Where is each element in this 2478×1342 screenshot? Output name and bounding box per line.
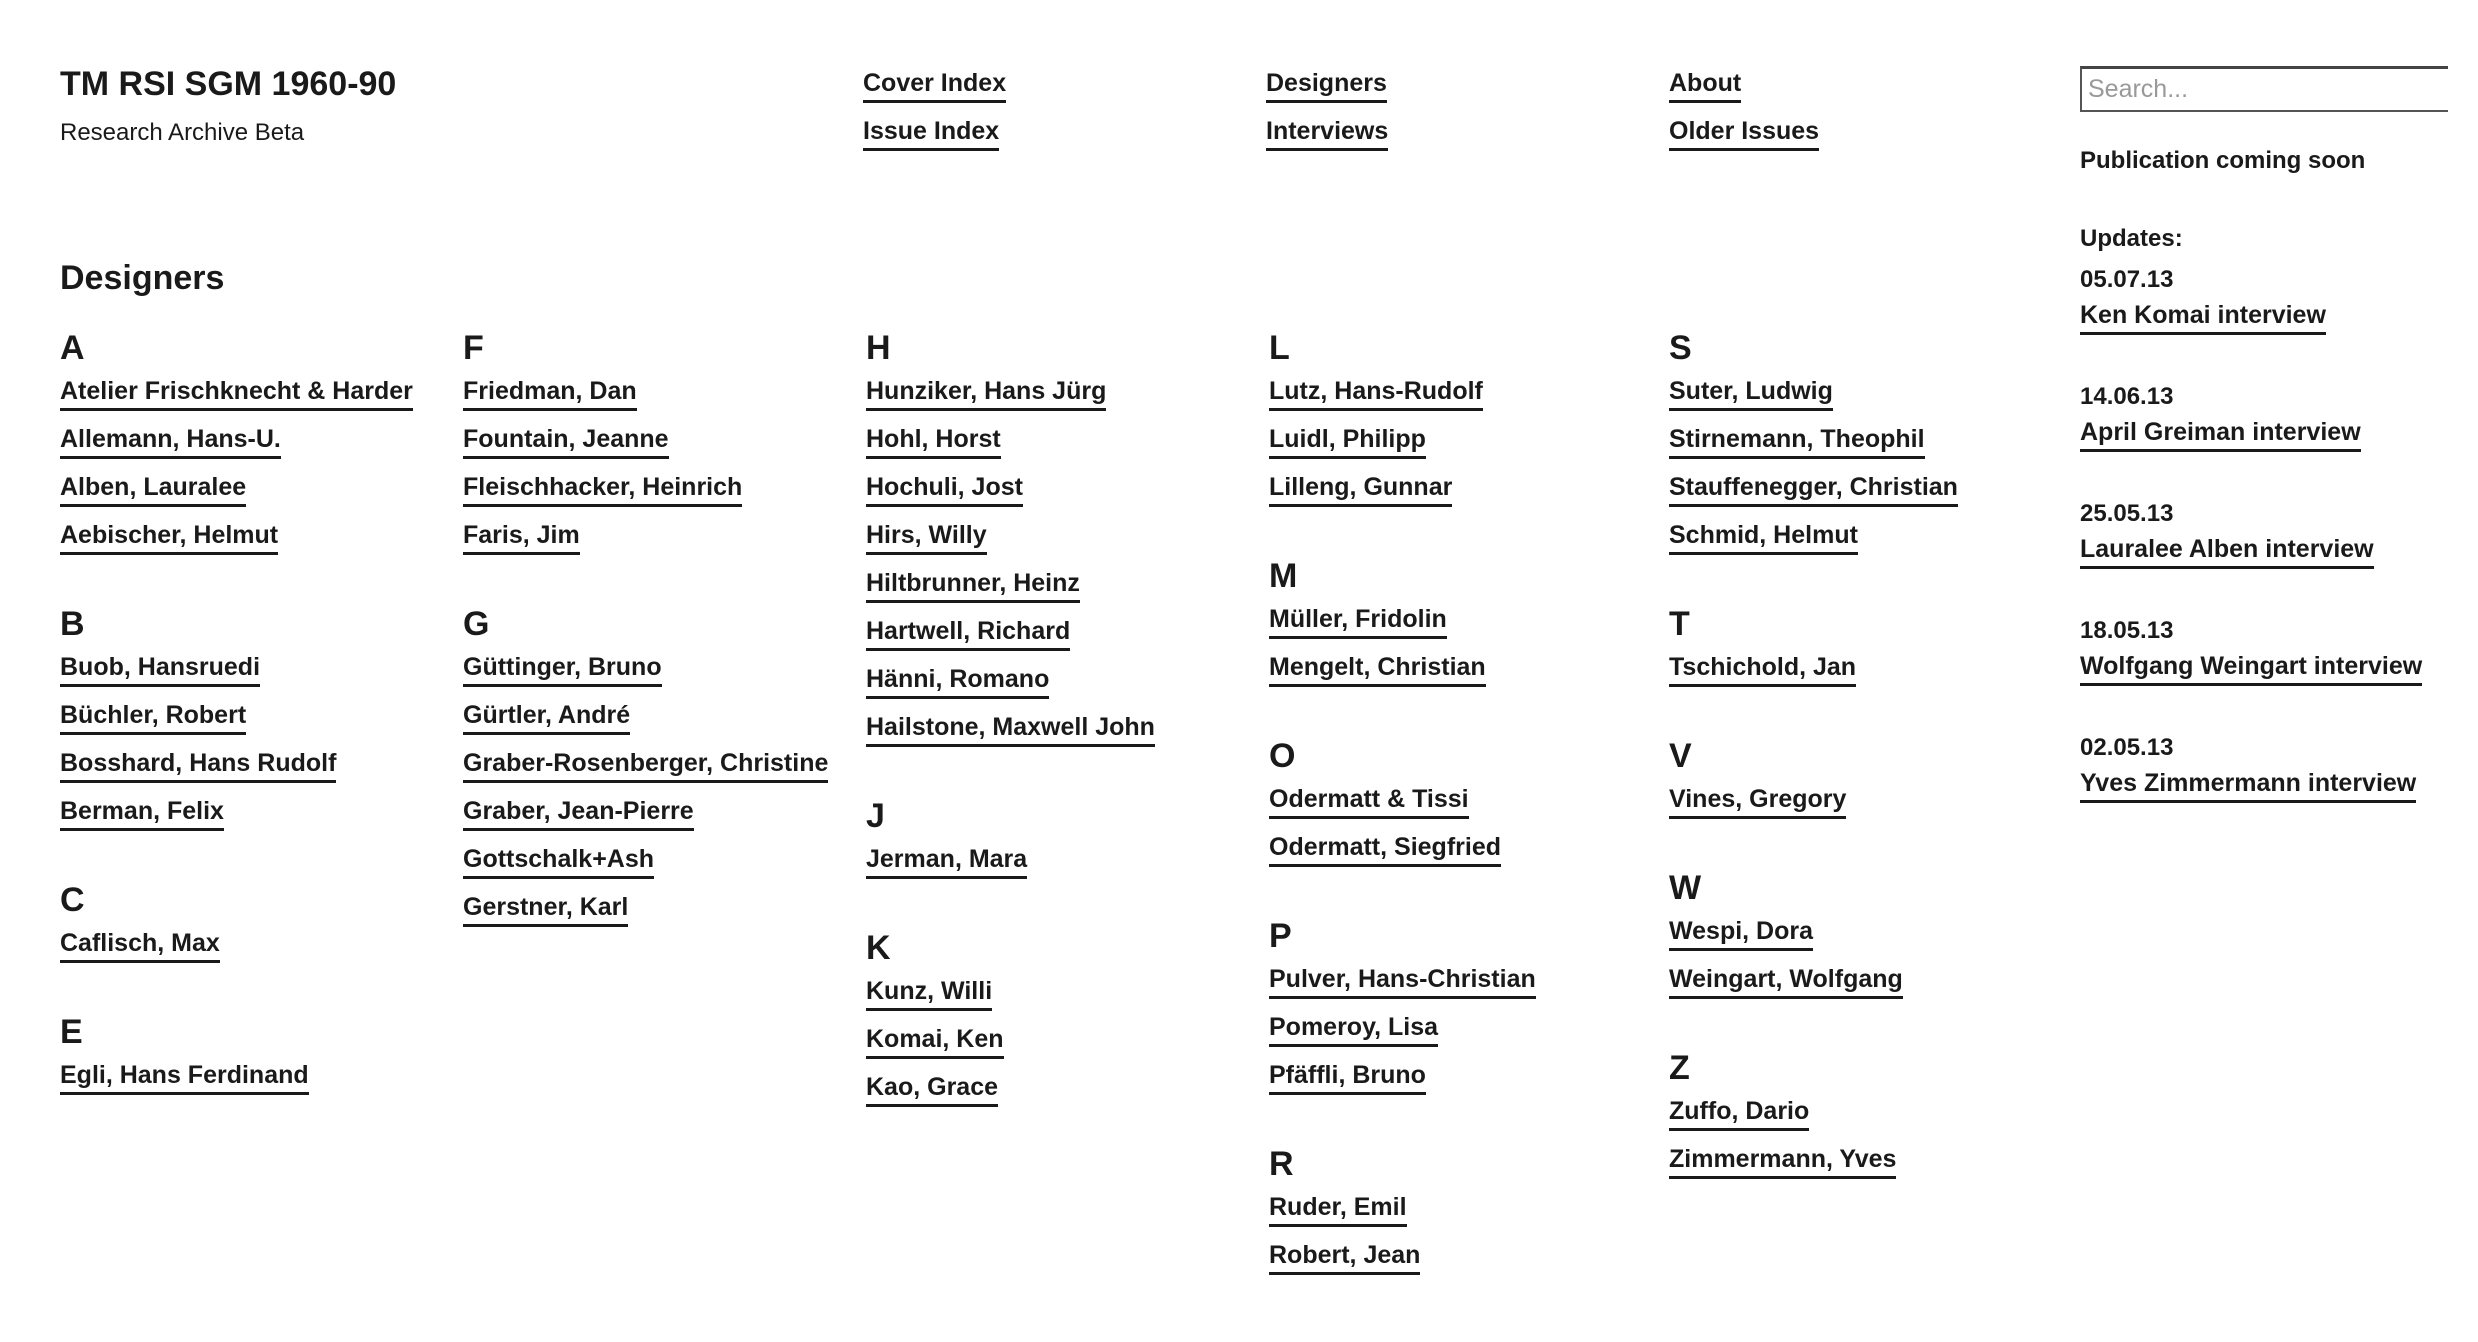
letter-heading: R: [1269, 1145, 1294, 1183]
list-item: [60, 472, 450, 520]
letter-heading: M: [1269, 557, 1298, 595]
designer-link[interactable]: Müller, Fridolin: [1269, 604, 1447, 639]
list-item: [1669, 964, 2059, 1012]
update-item: [2080, 265, 2460, 335]
update-date: 02.05.13: [2080, 734, 2174, 761]
list-item: [1269, 964, 1659, 1012]
designer-link[interactable]: Gürtler, André: [463, 700, 630, 735]
directory-column-3: [866, 328, 1256, 1156]
designer-link[interactable]: Aebischer, Helmut: [60, 520, 278, 555]
letter-group-b: [60, 604, 450, 844]
letter-group-m: [1269, 556, 1659, 700]
designer-link[interactable]: Odermatt & Tissi: [1269, 784, 1469, 819]
list-item: [1269, 424, 1659, 472]
publication-note: Publication coming soon: [2080, 147, 2366, 174]
list-item: [1669, 520, 2059, 568]
designer-link[interactable]: Mengelt, Christian: [1269, 652, 1486, 687]
updates-label: Updates:: [2080, 225, 2183, 252]
letter-group-o: [1269, 736, 1659, 880]
list-item: [866, 616, 1256, 664]
nav-column-2: [1266, 68, 1646, 164]
letter-heading: P: [1269, 917, 1292, 955]
nav-link-cover-index[interactable]: Cover Index: [863, 68, 1006, 103]
update-item: [2080, 499, 2460, 569]
designer-link[interactable]: Hänni, Romano: [866, 664, 1049, 699]
list-item: [1269, 832, 1659, 880]
nav-link-issue-index[interactable]: Issue Index: [863, 116, 999, 151]
update-link[interactable]: Yves Zimmermann interview: [2080, 768, 2416, 803]
designer-link[interactable]: Lutz, Hans-Rudolf: [1269, 376, 1483, 411]
designer-link[interactable]: Pomeroy, Lisa: [1269, 1012, 1438, 1047]
nav-link-older-issues[interactable]: Older Issues: [1669, 116, 1819, 151]
letter-group-c: [60, 880, 450, 976]
list-item: [1269, 604, 1659, 652]
list-item: [1269, 1240, 1659, 1288]
designer-link[interactable]: Friedman, Dan: [463, 376, 637, 411]
list-item: [866, 424, 1256, 472]
list-item: [60, 424, 450, 472]
list-item: [1669, 1144, 2059, 1192]
list-item: [463, 424, 853, 472]
update-item: [2080, 382, 2460, 452]
list-item: [463, 748, 853, 796]
letter-group-k: [866, 928, 1256, 1120]
designer-link[interactable]: Komai, Ken: [866, 1024, 1004, 1059]
letter-group-s: [1669, 328, 2059, 568]
list-item: [1269, 1192, 1659, 1240]
letter-heading: V: [1669, 737, 1692, 775]
designer-link[interactable]: Bosshard, Hans Rudolf: [60, 748, 336, 783]
designer-link[interactable]: Büchler, Robert: [60, 700, 246, 735]
designer-link[interactable]: Wespi, Dora: [1669, 916, 1813, 951]
letter-group-p: [1269, 916, 1659, 1108]
updates-list: [2080, 265, 2460, 850]
letter-group-r: [1269, 1144, 1659, 1288]
designer-link[interactable]: Suter, Ludwig: [1669, 376, 1833, 411]
update-date: 18.05.13: [2080, 617, 2174, 644]
nav-link-designers[interactable]: Designers: [1266, 68, 1387, 103]
designer-link[interactable]: Berman, Felix: [60, 796, 224, 831]
designer-link[interactable]: Caflisch, Max: [60, 928, 220, 963]
list-item: [60, 1060, 450, 1108]
update-item: [2080, 616, 2460, 686]
designer-link[interactable]: Hailstone, Maxwell John: [866, 712, 1155, 747]
list-item: [1269, 784, 1659, 832]
list-item: [866, 712, 1256, 760]
list-item: [463, 844, 853, 892]
designer-link[interactable]: Weingart, Wolfgang: [1669, 964, 1903, 999]
update-date: 14.06.13: [2080, 383, 2174, 410]
list-item: [866, 844, 1256, 892]
list-item: [866, 1072, 1256, 1120]
list-item: [1669, 916, 2059, 964]
nav-column-3: [1669, 68, 2049, 164]
list-item: [866, 664, 1256, 712]
designer-link[interactable]: Zuffo, Dario: [1669, 1096, 1809, 1131]
list-item: [60, 652, 450, 700]
designer-link[interactable]: Alben, Lauralee: [60, 472, 246, 507]
designer-link[interactable]: Kao, Grace: [866, 1072, 998, 1107]
search-input[interactable]: [2080, 66, 2448, 112]
letter-heading: Z: [1669, 1049, 1690, 1087]
designer-link[interactable]: Hochuli, Jost: [866, 472, 1023, 507]
letter-heading: L: [1269, 329, 1290, 367]
letter-group-w: [1669, 868, 2059, 1012]
list-item: [866, 1024, 1256, 1072]
designer-link[interactable]: Hartwell, Richard: [866, 616, 1070, 651]
letter-group-z: [1669, 1048, 2059, 1192]
list-item: [60, 520, 450, 568]
designer-link[interactable]: Zimmermann, Yves: [1669, 1144, 1896, 1179]
letter-group-h: [866, 328, 1256, 760]
letter-group-l: [1269, 328, 1659, 520]
section-title: Designers: [60, 259, 225, 297]
designer-link[interactable]: Faris, Jim: [463, 520, 580, 555]
designer-link[interactable]: Pulver, Hans-Christian: [1269, 964, 1536, 999]
update-link[interactable]: Wolfgang Weingart interview: [2080, 651, 2422, 686]
list-item: [866, 976, 1256, 1024]
directory-column-5: [1669, 328, 2059, 1228]
designer-link[interactable]: Egli, Hans Ferdinand: [60, 1060, 309, 1095]
list-item: [60, 796, 450, 844]
letter-heading: K: [866, 929, 891, 967]
update-date: 25.05.13: [2080, 500, 2174, 527]
letter-heading: F: [463, 329, 484, 367]
designer-link[interactable]: Tschichold, Jan: [1669, 652, 1856, 687]
list-item: [463, 700, 853, 748]
list-item: [60, 700, 450, 748]
list-item: [1669, 652, 2059, 700]
list-item: [463, 472, 853, 520]
letter-heading: H: [866, 329, 891, 367]
letter-heading: O: [1269, 737, 1296, 775]
designer-link[interactable]: Odermatt, Siegfried: [1269, 832, 1501, 867]
list-item: [1669, 1096, 2059, 1144]
designer-link[interactable]: Hunziker, Hans Jürg: [866, 376, 1106, 411]
letter-heading: G: [463, 605, 490, 643]
list-item: [1269, 1060, 1659, 1108]
designer-link[interactable]: Lilleng, Gunnar: [1269, 472, 1452, 507]
designer-link[interactable]: Ruder, Emil: [1269, 1192, 1407, 1227]
list-item: [463, 796, 853, 844]
letter-group-a: [60, 328, 450, 568]
list-item: [463, 376, 853, 424]
list-item: [866, 376, 1256, 424]
list-item: [1669, 784, 2059, 832]
designer-link[interactable]: Jerman, Mara: [866, 844, 1027, 879]
designer-link[interactable]: Buob, Hansruedi: [60, 652, 260, 687]
update-link[interactable]: April Greiman interview: [2080, 417, 2361, 452]
list-item: [1669, 424, 2059, 472]
list-item: [866, 520, 1256, 568]
letter-heading: W: [1669, 869, 1702, 907]
designer-link[interactable]: Graber-Rosenberger, Christine: [463, 748, 828, 783]
list-item: [1269, 1012, 1659, 1060]
designer-link[interactable]: Gerstner, Karl: [463, 892, 628, 927]
update-link[interactable]: Lauralee Alben interview: [2080, 534, 2374, 569]
designer-link[interactable]: Graber, Jean-Pierre: [463, 796, 694, 831]
designer-link[interactable]: Schmid, Helmut: [1669, 520, 1858, 555]
list-item: [1669, 472, 2059, 520]
designer-link[interactable]: Güttinger, Bruno: [463, 652, 662, 687]
list-item: [1269, 472, 1659, 520]
letter-heading: T: [1669, 605, 1690, 643]
designer-link[interactable]: Fountain, Jeanne: [463, 424, 669, 459]
designer-link[interactable]: Vines, Gregory: [1669, 784, 1846, 819]
list-item: [60, 928, 450, 976]
letter-group-g: [463, 604, 853, 940]
directory-column-4: [1269, 328, 1659, 1324]
designer-link[interactable]: Stauffenegger, Christian: [1669, 472, 1958, 507]
designer-link[interactable]: Fleischhacker, Heinrich: [463, 472, 742, 507]
designer-link[interactable]: Luidl, Philipp: [1269, 424, 1426, 459]
designer-link[interactable]: Hirs, Willy: [866, 520, 987, 555]
letter-group-e: [60, 1012, 450, 1108]
nav-column-1: [863, 68, 1243, 164]
update-date: 05.07.13: [2080, 266, 2174, 293]
letter-heading: S: [1669, 329, 1692, 367]
designer-link[interactable]: Atelier Frischknecht & Harder: [60, 376, 413, 411]
letter-group-v: [1669, 736, 2059, 832]
update-link[interactable]: Ken Komai interview: [2080, 300, 2326, 335]
directory-column-1: [60, 328, 450, 1144]
designer-link[interactable]: Pfäffli, Bruno: [1269, 1060, 1426, 1095]
update-item: [2080, 733, 2460, 803]
designer-link[interactable]: Robert, Jean: [1269, 1240, 1420, 1275]
designer-link[interactable]: Hiltbrunner, Heinz: [866, 568, 1080, 603]
letter-heading: A: [60, 329, 85, 367]
list-item: [463, 520, 853, 568]
letter-heading: E: [60, 1013, 83, 1051]
directory-column-2: [463, 328, 853, 976]
list-item: [866, 568, 1256, 616]
designer-link[interactable]: Stirnemann, Theophil: [1669, 424, 1925, 459]
list-item: [463, 652, 853, 700]
letter-group-t: [1669, 604, 2059, 700]
letter-heading: J: [866, 797, 885, 835]
list-item: [60, 376, 450, 424]
list-item: [1269, 376, 1659, 424]
list-item: [463, 892, 853, 940]
site-title[interactable]: TM RSI SGM 1960-90: [60, 65, 397, 103]
list-item: [1669, 376, 2059, 424]
list-item: [866, 472, 1256, 520]
list-item: [1269, 652, 1659, 700]
designer-link[interactable]: Allemann, Hans-U.: [60, 424, 281, 459]
nav-link-about[interactable]: About: [1669, 68, 1741, 103]
letter-heading: B: [60, 605, 85, 643]
list-item: [60, 748, 450, 796]
nav-link-interviews[interactable]: Interviews: [1266, 116, 1388, 151]
designer-link[interactable]: Gottschalk+Ash: [463, 844, 654, 879]
letter-heading: C: [60, 881, 85, 919]
letter-group-j: [866, 796, 1256, 892]
site-subtitle: Research Archive Beta: [60, 119, 305, 146]
designer-link[interactable]: Hohl, Horst: [866, 424, 1001, 459]
designer-link[interactable]: Kunz, Willi: [866, 976, 992, 1011]
letter-group-f: [463, 328, 853, 568]
